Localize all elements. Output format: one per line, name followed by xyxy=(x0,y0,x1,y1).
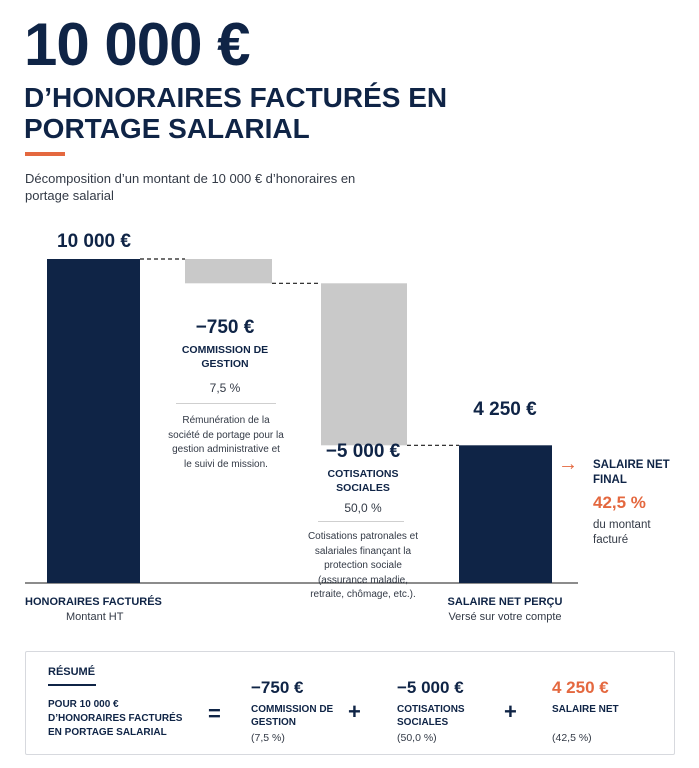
bar-percent-cotisations: 50,0 % xyxy=(344,501,382,515)
divider-commission xyxy=(176,403,276,404)
callout-arrow-icon: → xyxy=(558,453,578,475)
bar-sub-salaire: Versé sur votre compte xyxy=(448,611,562,623)
summary-commission-label: COMMISSION DE GESTION xyxy=(251,704,334,728)
summary-lead: POUR 10 000 € D’HONORAIRES FACTURÉS EN PORTAGE SALARIAL xyxy=(48,699,183,738)
intro-text: Décomposition d’un montant de 10 000 € d’honoraires en portage salarial xyxy=(25,171,356,203)
bar-sub-honoraires: Montant HT xyxy=(66,611,124,623)
summary-plus-1: + xyxy=(348,699,361,724)
bar-value-commission: −750 € xyxy=(195,317,255,338)
bar-label-salaire: SALAIRE NET PERÇU xyxy=(447,596,563,608)
bar-cotisations xyxy=(321,283,407,445)
bar-label-commission: COMMISSION DE GESTION xyxy=(181,344,269,370)
headline-amount: 10 000 € xyxy=(24,11,250,78)
bar-honoraires xyxy=(47,259,140,583)
bar-value-salaire: 4 250 € xyxy=(473,399,537,420)
callout-title: SALAIRE NET FINAL xyxy=(593,459,670,486)
divider-cotisations xyxy=(318,521,404,522)
bar-note-cotisations: Cotisations patronales et salariales finançant la protection sociale (assurance maladie, retraite, chômage, etc.). xyxy=(307,531,419,600)
headline-title: D’HONORAIRES FACTURÉS EN PORTAGE SALARIAL xyxy=(24,82,448,144)
callout-percent: 42,5 % xyxy=(593,493,646,512)
summary-box xyxy=(25,651,675,755)
summary-salaire-label: SALAIRE NET xyxy=(552,704,619,715)
bar-commission xyxy=(185,259,272,283)
summary-commission-value: −750 € xyxy=(251,678,304,697)
summary-cotisations-label: COTISATIONS SOCIALES xyxy=(397,704,465,728)
summary-cotisations-value: −5 000 € xyxy=(397,678,464,697)
summary-heading: RÉSUMÉ xyxy=(48,666,96,678)
bar-label-cotisations: COTISATIONS SOCIALES xyxy=(327,468,399,494)
bar-note-commission: Rémunération de la société de portage pour la gestion administrative et le suivi de mission. xyxy=(168,415,284,470)
summary-heading-rule xyxy=(48,684,96,686)
bar-value-honoraires: 10 000 € xyxy=(57,231,131,252)
summary-commission-percent: (7,5 %) xyxy=(251,732,285,744)
summary-plus-2: + xyxy=(504,699,517,724)
summary-cotisations-percent: (50,0 %) xyxy=(397,732,437,744)
summary-salaire-value: 4 250 € xyxy=(552,678,609,697)
bar-value-cotisations: −5 000 € xyxy=(325,441,401,462)
summary-equals: = xyxy=(208,701,221,726)
bar-percent-commission: 7,5 % xyxy=(209,381,241,395)
callout-text: du montant facturé xyxy=(593,519,651,546)
bar-label-honoraires: HONORAIRES FACTURÉS xyxy=(25,596,162,608)
bar-salaire xyxy=(459,445,552,583)
summary-salaire-percent: (42,5 %) xyxy=(552,732,592,744)
